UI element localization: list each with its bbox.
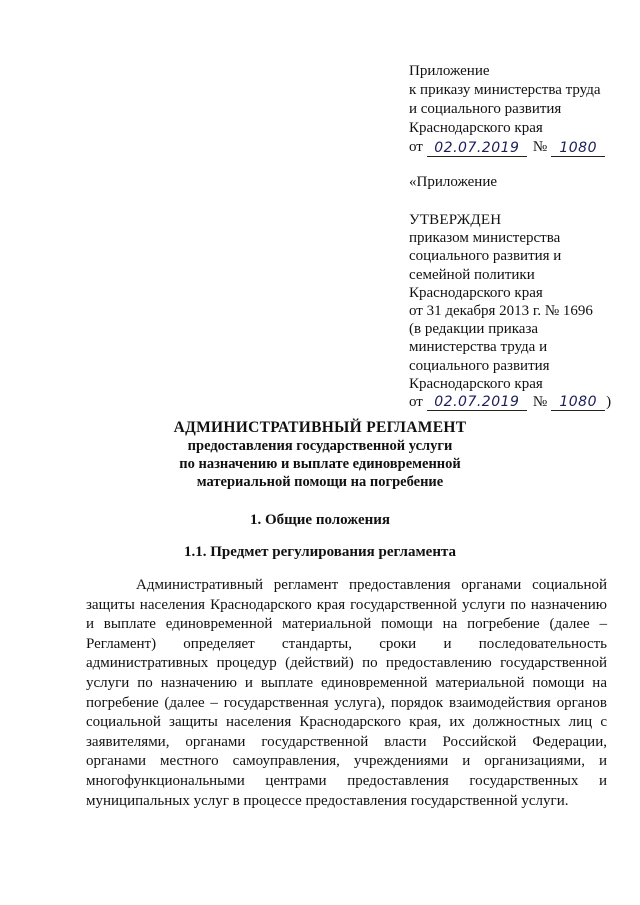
- number-sign: №: [532, 394, 548, 411]
- appendix-label: «Приложение: [409, 174, 498, 190]
- title-sub-line: предоставления государственной услуги: [187, 438, 453, 454]
- closing-paren: ): [606, 394, 612, 411]
- title-sub-line: по назначению и выплате единовременной: [179, 456, 461, 472]
- approved-date-number: [409, 393, 611, 411]
- handwritten-date: 02.07.2019: [427, 141, 527, 157]
- handwritten-number: 1080: [551, 395, 605, 411]
- section-heading: 1. Общие положения: [249, 512, 391, 528]
- attachment-line: Приложение: [409, 63, 490, 79]
- document-title: [0, 418, 640, 491]
- handwritten-number: 1080: [551, 141, 605, 157]
- from-label: от: [409, 139, 423, 155]
- subsection-heading: 1.1. Предмет регулирования регламента: [183, 544, 457, 560]
- title-main: АДМИНИСТРАТИВНЫЙ РЕГЛАМЕНТ: [173, 419, 467, 436]
- number-sign: №: [532, 139, 548, 155]
- attachment-line: и социального развития: [409, 101, 562, 117]
- attachment-date-number: [409, 138, 605, 157]
- approved-line: приказом министерства: [409, 230, 561, 247]
- body-paragraph: Административный регламент предоставления органами социальной защиты населения Краснодарского края государственной услуги по назначению и выплате единовременной материальной помощи на погребение (далее – Регламент) определяет стандарты, сроки и последовательность административных процедур (действий) по предоставлению государственной услуги по назначению и выплате единовременной материальной помощи на погребение (далее – государственная услуга), порядок взаимодействия органов социальной защиты населения Краснодарского края, их должностных лиц с заявителями, органами государственной власти Российской Федерации, органами местного самоуправления, учреждениями и организациями, и многофункциональными центрами предоставления государственных и муниципальных услуг в процессе предоставления государственной услуги.: [86, 577, 607, 809]
- approved-heading: УТВЕРЖДЕН: [409, 212, 502, 228]
- approved-line: министерства труда и: [409, 339, 548, 356]
- approved-line: социального развития: [409, 357, 550, 374]
- attachment-line: Краснодарского края: [409, 120, 543, 136]
- approved-line: Краснодарского края: [409, 375, 543, 392]
- approved-block: [409, 211, 611, 411]
- approved-line: социального развития и: [409, 248, 562, 265]
- attachment-block: [409, 62, 605, 157]
- approved-line: (в редакции приказа: [409, 321, 539, 338]
- handwritten-date: 02.07.2019: [427, 395, 527, 411]
- title-sub-line: материальной помощи на погребение: [196, 474, 444, 490]
- body-paragraph-block: [86, 576, 607, 811]
- approved-line: семейной политики: [409, 266, 535, 283]
- approved-line: от 31 декабря 2013 г. № 1696: [409, 303, 593, 320]
- attachment-line: к приказу министерства труда: [409, 82, 601, 98]
- approved-line: Краснодарского края: [409, 284, 543, 301]
- from-label: от: [409, 394, 423, 411]
